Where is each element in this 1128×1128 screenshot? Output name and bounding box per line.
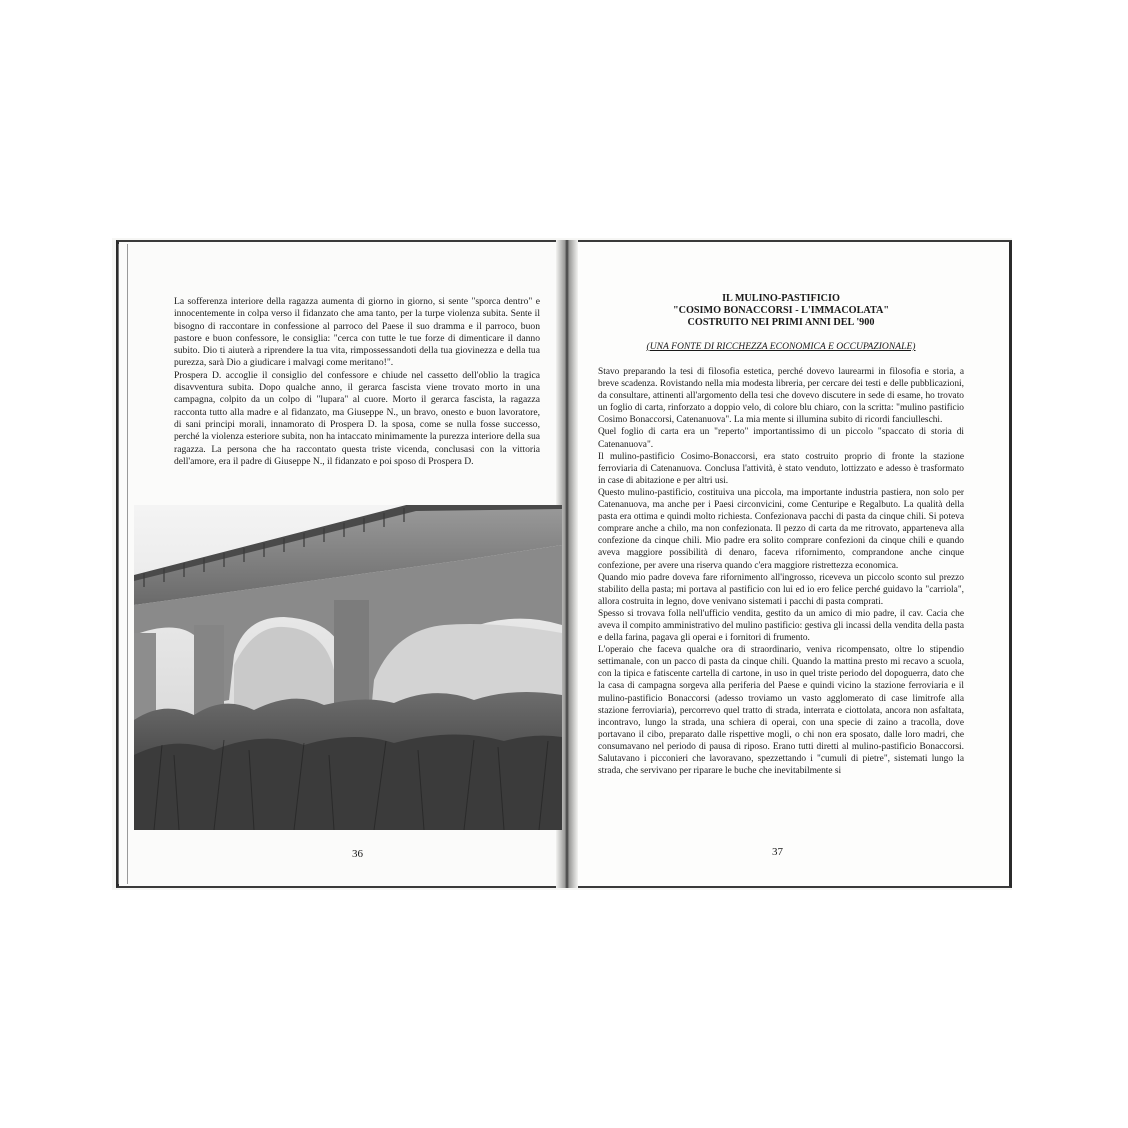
right-paragraph-7: L'operaio che faceva qualche ora di straordinario, veniva ricompensato, oltre lo stipendio settimanale, con un pacco di pasta da cinque chili. Quando la mattina presto mi recavo a scuola, con la tipica e fatiscente cartella di cartone, in uso in quel triste periodo del dopoguerra, dato che la casa di campagna sorgeva alla periferia del Paese e quindi vicino la stazione ferroviaria e il mulino-pastificio Bonaccorsi (adesso troviamo un vasto agglomerato di case limitrofe alla stazione ferroviaria), percorrevo quel tratto di strada, interrata e ciottolata, ancora non asfaltata, incontravo, lungo la strada, una schiera di operai, con una specie di zaino a tracolla, dove portavano il cibo, preparato dalle rispettive mogli, o chi non era sposato, dalle loro madri, che consumavano nel periodo di pausa di riposo. Erano tutti diretti al mulino-pastificio Bonaccorsi. Salutavano i picconieri che lavoravano, spezzettando i "cumuli di pietre", sistemati lungo la strada, che servivano per riparare le buche che inevitabilmente si: [598, 645, 964, 777]
left-paragraph-2: Prospera D. accoglie il consiglio del confessore e chiude nel cassetto dell'oblio la tragica disavventura subita. Dopo qualche anno, il gerarca fascista viene trovato morto in una campagna, colpito da un colpo di "lupara" al cuore. Morto il gerarca fascista, la ragazza racconta tutto alla madre e al fidanzato, ma Giuseppe N., un bravo, onesto e buon lavoratore, di sani principi morali, innamorato di Prospera D. la sposa, come se nulla fosse successo, perché la violenza esteriore subita, non ha intaccato minimamente la purezza interiore della sua ragazza. La persona che ha raccontato questa triste vicenda, conclusasi con la vittoria dell'amore, era il padre di Giuseppe N., il fidanzato e poi sposo di Prospera D.: [174, 369, 540, 467]
left-paragraph-1: La sofferenza interiore della ragazza aumenta di giorno in giorno, si sente "sporca dentro" e innocentemente in colpa verso il fidanzato che ama tanto, per la turpe violenza subita. Sente il bisogno di raccontare in confessione al parroco del Paese il suo dramma e il parroco, buon pastore e buon confessore, le consiglia: "cerca con tutte le tue forze di dimenticare il danno subito. Dio ti aiuterà a riprendere la tua vita, rimpossessandoti della tua giovinezza e della tua purezza, sarà Dio a giudicare i malvagi come meritano!".: [174, 296, 540, 369]
left-page-number: 36: [352, 848, 363, 860]
right-paragraph-6: Spesso si trovava folla nell'ufficio vendita, gestito da un amico di mio padre, il cav. Cacia che aveva il compito amministrativo del mulino pastificio: gestiva gli incassi della vendita della pasta e della farina, pagava gli operai e i fornitori di frumento.: [598, 608, 964, 644]
right-paragraph-1: Stavo preparando la tesi di filosofia estetica, perché dovevo laurearmi in filosofia e storia, a breve scadenza. Rovistando nella mia modesta libreria, per cercare dei testi e delle pubblicazioni, da consultare, attinenti all'argomento della tesi che dovevo discutere in sede di esame, ho trovato un foglio di carta, rinforzato a doppio velo, di colore blu chiaro, con la scritta: "mulino pastificio Cosimo Bonaccorsi, Catenanuova". La mia mente si illumina subito di ricordi fanciulleschi.: [598, 367, 964, 426]
bridge-photo: [134, 505, 562, 830]
right-paragraph-3: Il mulino-pastificio Cosimo-Bonaccorsi, era stato costruito proprio di fronte la stazione ferroviaria di Catenanuova. Conclusa l'attività, è stato venduto, lottizzato e adesso è trasformato in case di abitazione e per altri usi.: [598, 451, 964, 486]
left-page-text: [174, 296, 540, 468]
chapter-title-line-1: IL MULINO-PASTIFICIO: [722, 293, 840, 304]
right-page-text: [598, 366, 964, 777]
chapter-title-line-2: "COSIMO BONACCORSI - L'IMMACOLATA": [672, 304, 890, 316]
right-paragraph-5: Quando mio padre doveva fare rifornimento all'ingrosso, riceveva un piccolo sconto sul prezzo stabilito della pasta; mi portava al pastificio con lui ed io ero felice perché guidavo la "carriola", allora costruita in legno, dove venivano sistemati i pacchi di pasta comprati.: [598, 572, 964, 607]
chapter-title-line-3: COSTRUITO NEI PRIMI ANNI DEL '900: [687, 316, 875, 328]
chapter-subtitle: (UNA FONTE DI RICCHEZZA ECONOMICA E OCCUPAZIONALE): [646, 341, 916, 352]
chapter-title: [598, 293, 964, 328]
right-paragraph-4: Questo mulino-pastificio, costituiva una piccola, ma importante industria pastiera, non solo per Catenanuova, ma anche per i Paesi circonvicini, come Centuripe e Regalbuto. La qualità della pasta era ottima e quindi molto richiesta. Confezionava pacchi di pasta da cinque chili. Si poteva comprare anche a chilo, ma non confezionata. Il pezzo di carta da me ritrovato, apparteneva alla confezione da cinque chili. Mio padre era solito comprare confezioni da cinque chili e quando aveva maggiore possibilità di denaro, faceva rifornimento, comprandone anche cinque confezione, per avere una riserva quando c'era maggiore ristrettezza economica.: [598, 487, 964, 571]
page-edges: [118, 244, 128, 884]
right-page-number: 37: [772, 846, 783, 858]
right-paragraph-2: Quel foglio di carta era un "reperto" importantissimo di un piccolo "spaccato di storia di Catenanuova".: [598, 427, 964, 450]
bridge-photo-image: [134, 505, 562, 830]
